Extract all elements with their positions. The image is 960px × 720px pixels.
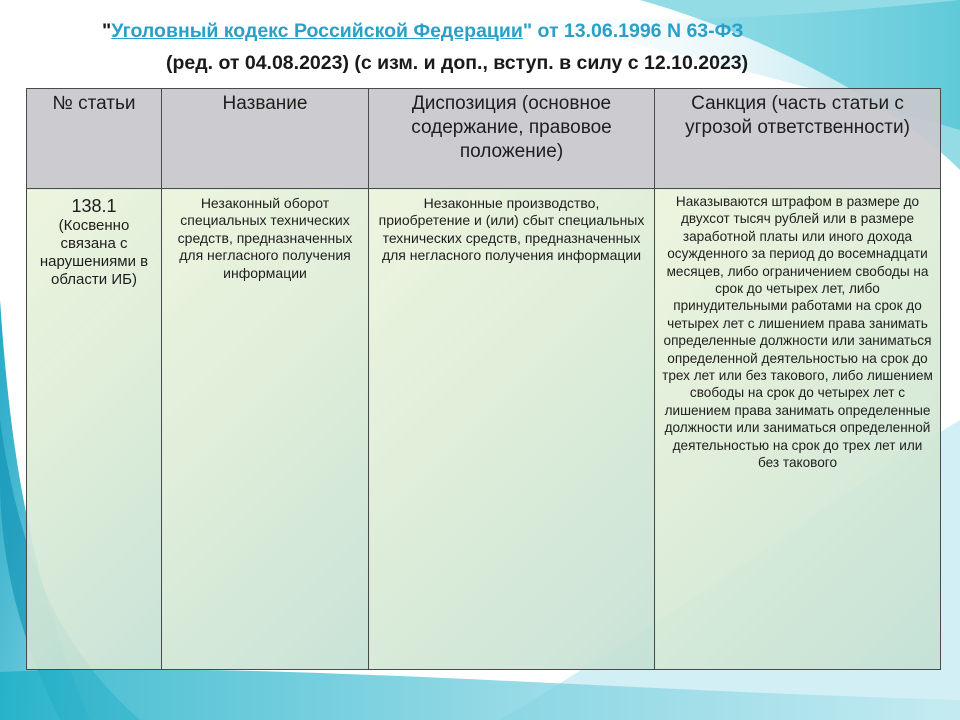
table-row	[27, 189, 941, 670]
criminal-code-link[interactable]: Уголовный кодекс Российской Федерации	[111, 20, 523, 42]
title-line	[102, 20, 744, 43]
table-header-row	[27, 89, 941, 189]
title-link-tail: " от 13.06.1996 N 63-ФЗ	[522, 20, 744, 42]
article-number: 138.1	[71, 196, 117, 216]
cell-sanction: Наказываются штрафом в размере до двухсот тысяч рублей или в размере заработной платы или иного дохода осужденного за период до восемнадцати месяцев, либо ограничением свободы на срок до четырех лет, либо принудительными работами на срок до четырех лет с лишением права занимать определенные должности или заниматься определенной деятельностью на срок до трех лет или без такового, либо лишением свободы на срок до четырех лет с лишением права занимать определенные должности или заниматься определенной деятельностью на срок до трех лет или без такового	[655, 189, 941, 670]
cell-disposition: Незаконные производство, приобретение и (или) сбыт специальных технических средств, предназначенных для негласного получения информации	[369, 189, 655, 670]
law-table	[26, 88, 941, 670]
column-header-sanction: Санкция (часть статьи с угрозой ответственности)	[655, 89, 941, 189]
title-open-quote: "	[102, 20, 112, 42]
column-header-disposition: Диспозиция (основное содержание, правовое положение)	[369, 89, 655, 189]
column-header-name: Название	[162, 89, 369, 189]
article-note: (Косвенно связана с нарушениями в области ИБ)	[39, 217, 149, 288]
column-header-article-number: № статьи	[27, 89, 162, 189]
cell-name: Незаконный оборот специальных технических средств, предназначенных для негласного получения информации	[162, 189, 369, 670]
title-subtitle: (ред. от 04.08.2023) (с изм. и доп., вступ. в силу с 12.10.2023)	[166, 52, 749, 74]
cell-article	[27, 189, 162, 670]
